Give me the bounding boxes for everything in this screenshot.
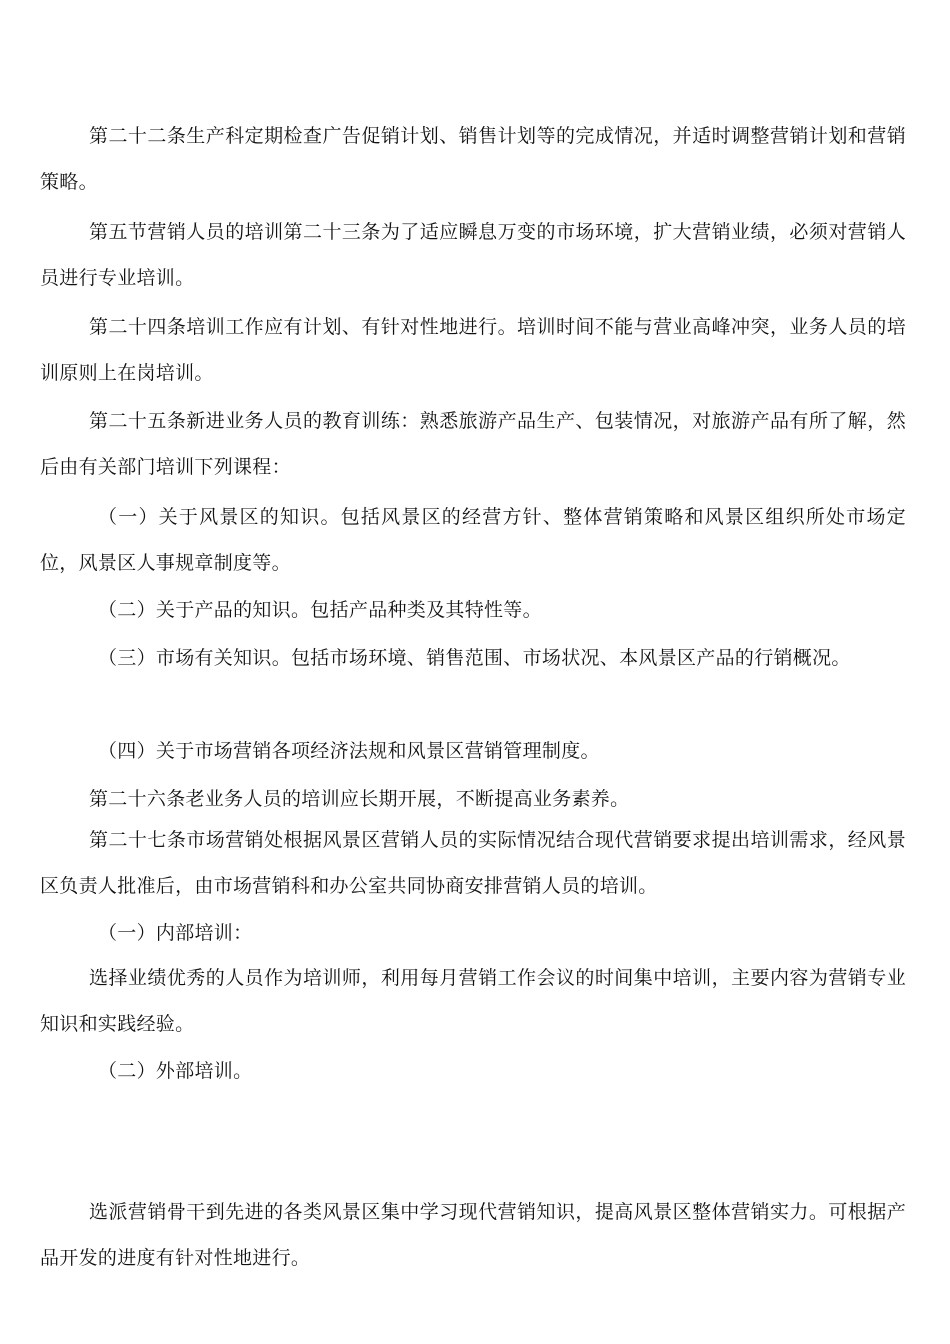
paragraph-article-22: 第二十二条生产科定期检查广告促销计划、销售计划等的完成情况，并适时调整营销计划和营销策略。 <box>40 125 906 193</box>
paragraph-item-1-scenic-knowledge: （一）关于风景区的知识。包括风景区的经营方针、整体营销策略和风景区组织所处市场定位，风景区人事规章制度等。 <box>40 506 906 574</box>
paragraph-article-25: 第二十五条新进业务人员的教育训练：熟悉旅游产品生产、包装情况，对旅游产品有所了解，然后由有关部门培训下列课程： <box>40 410 906 478</box>
paragraph-article-26: 第二十六条老业务人员的培训应长期开展，不断提高业务素养。 <box>89 788 630 810</box>
paragraph-item-2-product-knowledge: （二）关于产品的知识。包括产品种类及其特性等。 <box>98 599 542 621</box>
paragraph-item-4-regulations: （四）关于市场营销各项经济法规和风景区营销管理制度。 <box>98 740 600 762</box>
paragraph-external-training-heading: （二）外部培训。 <box>98 1060 253 1082</box>
paragraph-article-24: 第二十四条培训工作应有计划、有针对性地进行。培训时间不能与营业高峰冲突，业务人员的培训原则上在岗培训。 <box>40 316 906 384</box>
paragraph-internal-training-body: 选择业绩优秀的人员作为培训师，利用每月营销工作会议的时间集中培训，主要内容为营销专业知识和实践经验。 <box>40 967 906 1035</box>
paragraph-external-training-body: 选派营销骨干到先进的各类风景区集中学习现代营销知识，提高风景区整体营销实力。可根据产品开发的进度有针对性地进行。 <box>40 1201 906 1269</box>
paragraph-internal-training-heading: （一）内部培训： <box>98 922 253 944</box>
paragraph-section-5-article-23: 第五节营销人员的培训第二十三条为了适应瞬息万变的市场环境，扩大营销业绩，必须对营销人员进行专业培训。 <box>40 221 906 289</box>
paragraph-item-3-market-knowledge: （三）市场有关知识。包括市场环境、销售范围、市场状况、本风景区产品的行销概况。 <box>98 647 851 669</box>
paragraph-article-27: 第二十七条市场营销处根据风景区营销人员的实际情况结合现代营销要求提出培训需求，经风景区负责人批准后，由市场营销科和办公室共同协商安排营销人员的培训。 <box>40 829 906 897</box>
